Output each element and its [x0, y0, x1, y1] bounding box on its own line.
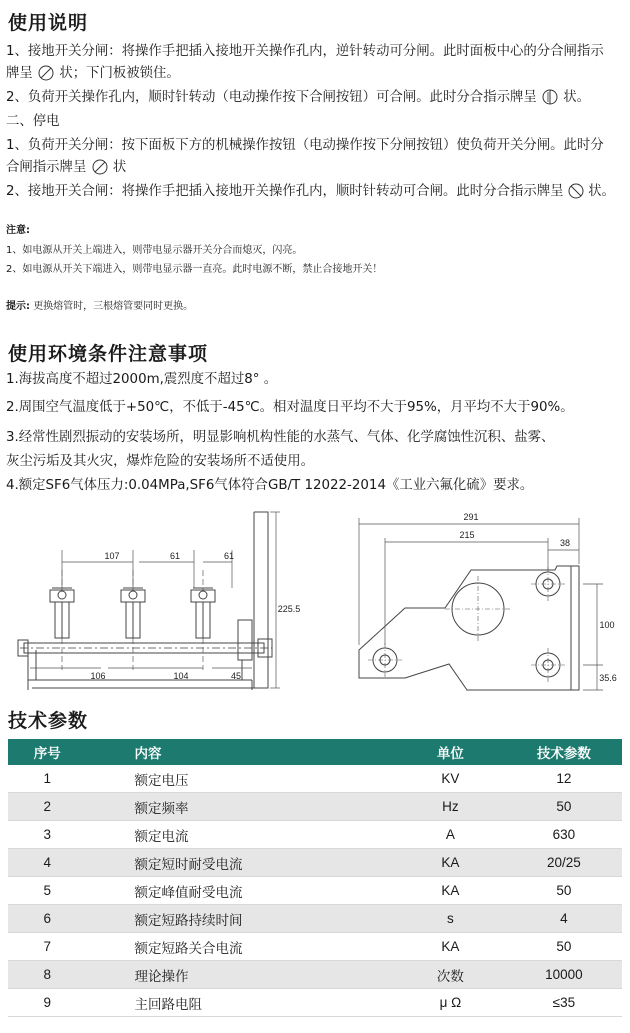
usage-line-2 [6, 88, 590, 108]
usage-line-1a: 1、接地开关分闸：将操作手把插入接地开关操作孔内，逆针转动可分闸。此时面板中心的分合闸指示 [6, 44, 604, 59]
open-indicator-icon [91, 159, 109, 175]
cell-no: 7 [8, 933, 87, 961]
header-no: 序号 [8, 739, 87, 765]
tip-label: 提示: [6, 301, 30, 312]
usage-line-4 [6, 182, 615, 202]
grounded-indicator-icon [568, 183, 584, 199]
table-row [8, 989, 622, 1017]
env-line-4: 4.额定SF6气体压力:0.04MPa,SF6气体符合GB/T 12022-2014《工业六氟化硫》要求。 [6, 478, 534, 493]
dim-38: 38 [559, 538, 571, 548]
note-line-2: 2、如电源从开关下端进入，则带电显示器一直亮。此时电源不断，禁止合接地开关！ [6, 264, 383, 275]
cell-no: 4 [8, 849, 87, 877]
cell-no: 8 [8, 961, 87, 989]
tip-text: 更换熔管时，三根熔管要同时更换。 [33, 301, 194, 312]
params-header-row [8, 739, 622, 765]
note-line-1: 1、如电源从开关上端进入，则带电显示器开关分合而熄灭，闪亮。 [6, 245, 303, 256]
cell-unit: KA [395, 877, 506, 905]
table-row [8, 961, 622, 989]
usage-line-2-post: 状。 [563, 90, 591, 105]
cell-value: 4 [506, 905, 622, 933]
cell-no: 3 [8, 821, 87, 849]
header-content: 内容 [87, 739, 395, 765]
cell-value: 630 [506, 821, 622, 849]
cell-no: 2 [8, 793, 87, 821]
cell-unit: 次数 [395, 961, 506, 989]
usage-subtitle-power-off: 二、停电 [6, 114, 60, 129]
cell-value: 50 [506, 933, 622, 961]
env-title: 使用环境条件注意事项 [8, 343, 209, 365]
usage-line-4-pre: 2、接地开关合闸：将操作手把插入接地开关操作孔内，顺时针转动可合闸。此时分合指示牌呈 [6, 184, 564, 199]
env-line-1: 1.海拔高度不超过2000m,震烈度不超过8° 。 [6, 372, 278, 387]
cell-unit: KV [395, 765, 506, 793]
open-indicator-icon [37, 65, 55, 81]
note-title: 注意: [6, 225, 30, 236]
switch-side-drawing [0, 500, 300, 705]
header-value: 技术参数 [506, 739, 622, 765]
env-line-3a: 3.经常性剧烈振动的安装场所，明显影响机构性能的水蒸气、气体、化学腐蚀性沉积、盐雾、 [6, 430, 555, 445]
table-row [8, 877, 622, 905]
usage-line-1b-post: 状；下门板被锁住。 [59, 66, 180, 81]
table-row [8, 821, 622, 849]
cell-unit: Hz [395, 793, 506, 821]
usage-line-1b [6, 64, 180, 84]
usage-line-3b [6, 158, 126, 178]
cell-name: 额定频率 [87, 793, 395, 821]
params-title: 技术参数 [8, 710, 89, 732]
cell-value: ≤35 [506, 989, 622, 1017]
table-row [8, 933, 622, 961]
usage-line-3a: 1、负荷开关分闸：按下面板下方的机械操作按钮（电动操作按下分闸按钮）使负荷开关分闸。此时分 [6, 138, 604, 153]
cell-value: 50 [506, 877, 622, 905]
cell-name: 额定峰值耐受电流 [87, 877, 395, 905]
usage-line-3b-post: 状 [112, 160, 127, 175]
cell-no: 9 [8, 989, 87, 1017]
cell-no: 6 [8, 905, 87, 933]
closed-indicator-icon [541, 89, 559, 105]
dim-61b: 61 [223, 551, 235, 561]
cell-name: 额定电压 [87, 765, 395, 793]
cell-name: 理论操作 [87, 961, 395, 989]
usage-line-3b-pre: 合闸指示牌呈 [6, 160, 87, 175]
cell-name: 额定短路持续时间 [87, 905, 395, 933]
mounting-plate-drawing [345, 500, 630, 700]
table-row [8, 765, 622, 793]
dim-107: 107 [104, 551, 120, 561]
header-unit: 单位 [395, 739, 506, 765]
cell-value: 20/25 [506, 849, 622, 877]
cell-unit: s [395, 905, 506, 933]
cell-value: 12 [506, 765, 622, 793]
dim-61a: 61 [169, 551, 181, 561]
usage-line-1b-pre: 牌呈 [6, 66, 33, 81]
table-row [8, 905, 622, 933]
cell-value: 10000 [506, 961, 622, 989]
env-line-3b: 灰尘污垢及其火灾，爆炸危险的安装场所不适使用。 [6, 454, 314, 469]
dim-106: 106 [90, 671, 106, 681]
table-row [8, 849, 622, 877]
usage-line-2-pre: 2、负荷开关操作孔内，顺时针转动（电动操作按下合闸按钮）可合闸。此时分合指示牌呈 [6, 90, 537, 105]
dim-215: 215 [459, 530, 475, 540]
dim-104: 104 [173, 671, 189, 681]
cell-no: 5 [8, 877, 87, 905]
dim-100: 100 [599, 620, 615, 630]
params-table [8, 739, 622, 1017]
cell-name: 额定短路关合电流 [87, 933, 395, 961]
cell-value: 50 [506, 793, 622, 821]
env-line-2: 2.周围空气温度低于+50℃，不低于-45℃。相对温度日平均不大于95%，月平均不大于90%。 [6, 400, 574, 415]
tip-line [6, 300, 193, 314]
dim-291: 291 [463, 512, 479, 522]
cell-unit: μ Ω [395, 989, 506, 1017]
cell-name: 额定短时耐受电流 [87, 849, 395, 877]
usage-title: 使用说明 [8, 12, 89, 34]
dim-45: 45 [230, 671, 242, 681]
cell-name: 额定电流 [87, 821, 395, 849]
cell-name: 主回路电阻 [87, 989, 395, 1017]
dim-225-5: 225.5 [277, 604, 300, 614]
dim-35-6: 35.6 [599, 673, 617, 683]
cell-unit: KA [395, 849, 506, 877]
cell-unit: KA [395, 933, 506, 961]
table-row [8, 793, 622, 821]
cell-unit: A [395, 821, 506, 849]
usage-line-4-post: 状。 [588, 184, 615, 199]
cell-no: 1 [8, 765, 87, 793]
